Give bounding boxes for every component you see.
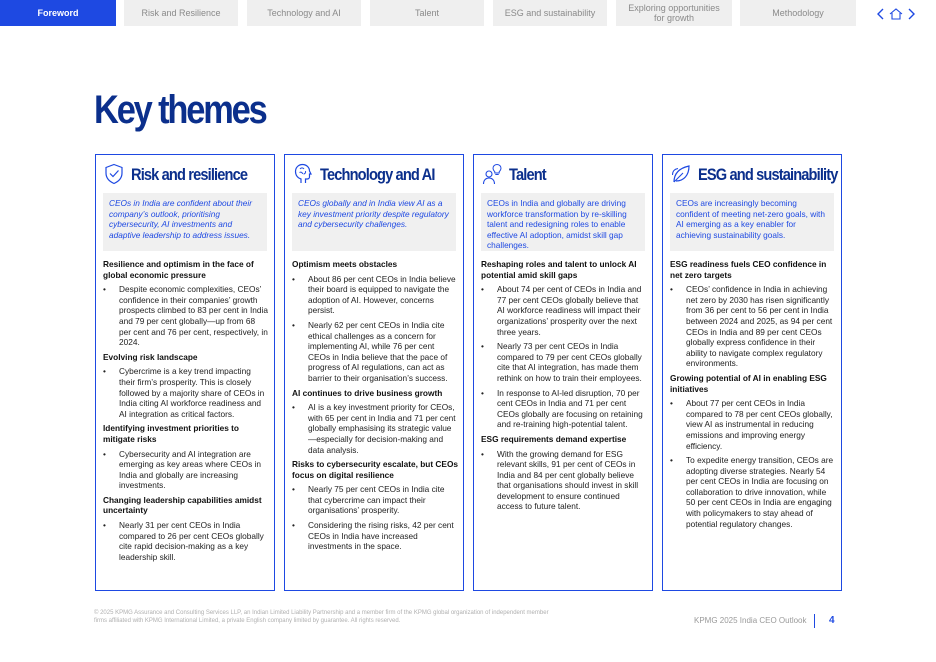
bullet-item: • To expedite energy transition, CEOs are adopting diverse strategies. Nearly 54 per cent CEOs in India are focusing on collaboration to drive innovation, while 50 per cent CEOs in India are engaging with policymakers to stay ahead of potential regulatory changes. <box>670 455 836 529</box>
section-heading: ESG requirements demand expertise <box>481 433 627 444</box>
card-summary: CEOs are increasingly becoming confident of meeting net-zero goals, with AI emerging as a key enabler for achieving sustainability goals. <box>670 193 834 251</box>
footer-publication: KPMG 2025 India CEO Outlook <box>694 616 807 625</box>
card-header <box>104 163 270 187</box>
bullet-item: • Cybersecurity and AI integration are emerging as key areas where CEOs in India and globally are increasing investments. <box>103 449 269 491</box>
home-icon[interactable] <box>888 6 904 22</box>
section-heading: Identifying investment priorities to mitigate risks <box>103 423 239 444</box>
card-title: Risk and resilience <box>131 165 248 184</box>
person-idea-icon <box>482 163 502 185</box>
card-body <box>292 259 458 556</box>
bullet-item: • AI is a key investment priority for CEOs, with 65 per cent in India and 71 per cent globally emphasising its strategic value—especially for decision-making and data analysis. <box>292 402 458 455</box>
bullet-item: • Nearly 73 per cent CEOs in India compared to 79 per cent CEOs globally cite that AI integration, has made them rethink on how to train their employees. <box>481 341 647 383</box>
card-title: Talent <box>509 165 546 184</box>
section-heading: Resilience and optimism in the face of global economic pressure <box>103 259 254 280</box>
bullet-item: • Nearly 75 per cent CEOs in India cite that cybercrime can impact their organisations’ prosperity. <box>292 484 458 516</box>
bullet-item: • Nearly 62 per cent CEOs in India cite ethical challenges as a concern for implementing AI, while 76 per cent CEOs in India believe that the pace of progress of AI regulations, can act as barrier to their organisation’s success. <box>292 320 458 384</box>
bullet-item: • With the growing demand for ESG relevant skills, 91 per cent of CEOs in India and 84 per cent globally believe that organisations should invest in skill development to ensure continued access to future talent. <box>481 449 647 513</box>
card-title: ESG and sustainability <box>698 165 838 184</box>
tab-technology-and-ai[interactable]: Technology and AI <box>247 0 361 26</box>
card-header <box>482 163 648 187</box>
card-summary: CEOs globally and in India view AI as a key investment priority despite regulatory and cybersecurity challenges. <box>292 193 456 251</box>
section-heading: Changing leadership capabilities amidst uncertainty <box>103 494 262 516</box>
page-number: 4 <box>829 615 835 626</box>
tab-risk-and-resilience[interactable]: Risk and Resilience <box>124 0 238 26</box>
bullet-item: • Nearly 31 per cent CEOs in India compared to 26 per cent CEOs globally cite rapid decision-making as a key leadership skill. <box>103 520 269 562</box>
bullet-item: • Considering the rising risks, 42 per cent CEOs in India have increased investments in the space. <box>292 520 458 552</box>
card-technology-and-ai <box>284 154 464 591</box>
card-header <box>671 163 837 187</box>
section-heading: Reshaping roles and talent to unlock AI potential amid skill gaps <box>481 259 637 280</box>
tab-talent[interactable]: Talent <box>370 0 484 26</box>
tab-exploring-opportunities[interactable]: Exploring opportunities for growth <box>616 0 732 26</box>
bullet-item: • CEOs’ confidence in India in achieving net zero by 2030 has risen significantly from 36 per cent to 56 per cent in India between 2024 and 2025, as 94 per cent CEOs in India and 89 per cent CEOs globally express confidence in their ability to navigate complex regulatory environments. <box>670 284 836 369</box>
footer-divider <box>814 614 815 628</box>
section-heading: Evolving risk landscape <box>103 351 198 362</box>
bullet-item: • About 74 per cent of CEOs in India and 77 per cent CEOs globally believe that AI workforce readiness will impact their organizations’ prosperity over the next three years. <box>481 284 647 337</box>
section-heading: Risks to cybersecurity escalate, but CEOs focus on digital resilience <box>292 459 459 480</box>
bullet-item: • About 77 per cent CEOs in India compared to 78 per cent CEOs globally, view AI as instrumental in reducing emissions and improving energy efficiency. <box>670 398 836 451</box>
leaf-icon <box>671 163 691 185</box>
card-body <box>670 259 836 533</box>
card-body <box>481 259 647 516</box>
bullet-item: • Cybercrime is a key trend impacting their firm’s prosperity. This is closely followed by a majority share of CEOs in India citing AI workforce readiness and AI integration as critical factors. <box>103 366 269 419</box>
chevron-right-icon[interactable] <box>906 6 916 22</box>
brain-icon <box>293 163 313 185</box>
bullet-item: • Despite economic complexities, CEOs’ confidence in their companies’ growth prospects climbed to 83 per cent in India and 79 per cent globally—up from 68 per cent and 76 per cent, respectively, in 2024. <box>103 284 269 348</box>
card-body <box>103 259 269 566</box>
section-heading: Growing potential of AI in enabling ESG initiatives <box>670 372 827 394</box>
tab-esg-and-sustainability[interactable]: ESG and sustainability <box>493 0 607 26</box>
tab-methodology[interactable]: Methodology <box>740 0 856 26</box>
top-navigation <box>0 0 936 26</box>
card-risk-and-resilience <box>95 154 275 591</box>
bullet-item: • In response to AI-led disruption, 70 per cent CEOs in India and 71 per cent CEOs globally are focusing on retaining and re-training high-potential talent. <box>481 388 647 430</box>
bullet-item: • About 86 per cent CEOs in India believe their board is equipped to navigate the adoption of AI. However, concerns persist. <box>292 274 458 316</box>
tab-foreword[interactable]: Foreword <box>0 0 116 26</box>
card-esg-and-sustainability <box>662 154 842 591</box>
section-heading: ESG readiness fuels CEO confidence in net zero targets <box>670 259 827 280</box>
card-title: Technology and AI <box>320 165 435 184</box>
section-heading: AI continues to drive business growth <box>292 387 443 398</box>
card-summary: CEOs in India are confident about their company’s outlook, prioritising cybersecurity, AI investments and adaptive leadership to address issues. <box>103 193 267 251</box>
page-navigation <box>876 6 916 22</box>
card-talent <box>473 154 653 591</box>
card-header <box>293 163 459 187</box>
chevron-left-icon[interactable] <box>876 6 886 22</box>
page-title: Key themes <box>94 88 266 132</box>
shield-icon <box>104 163 124 185</box>
card-summary: CEOs in India and globally are driving workforce transformation by re-skilling talent and redesigning roles to enable effective AI adoption, amidst skill gap challenges. <box>481 193 645 251</box>
section-heading: Optimism meets obstacles <box>292 259 398 269</box>
footer-copyright: © 2025 KPMG Assurance and Consulting Services LLP, an Indian Limited Liability Partnership and a member firm of the KPMG global organization of independent member firms affiliated with KPMG International Limited, a private English company limited by guarantee. All rights reserved. <box>94 610 549 625</box>
